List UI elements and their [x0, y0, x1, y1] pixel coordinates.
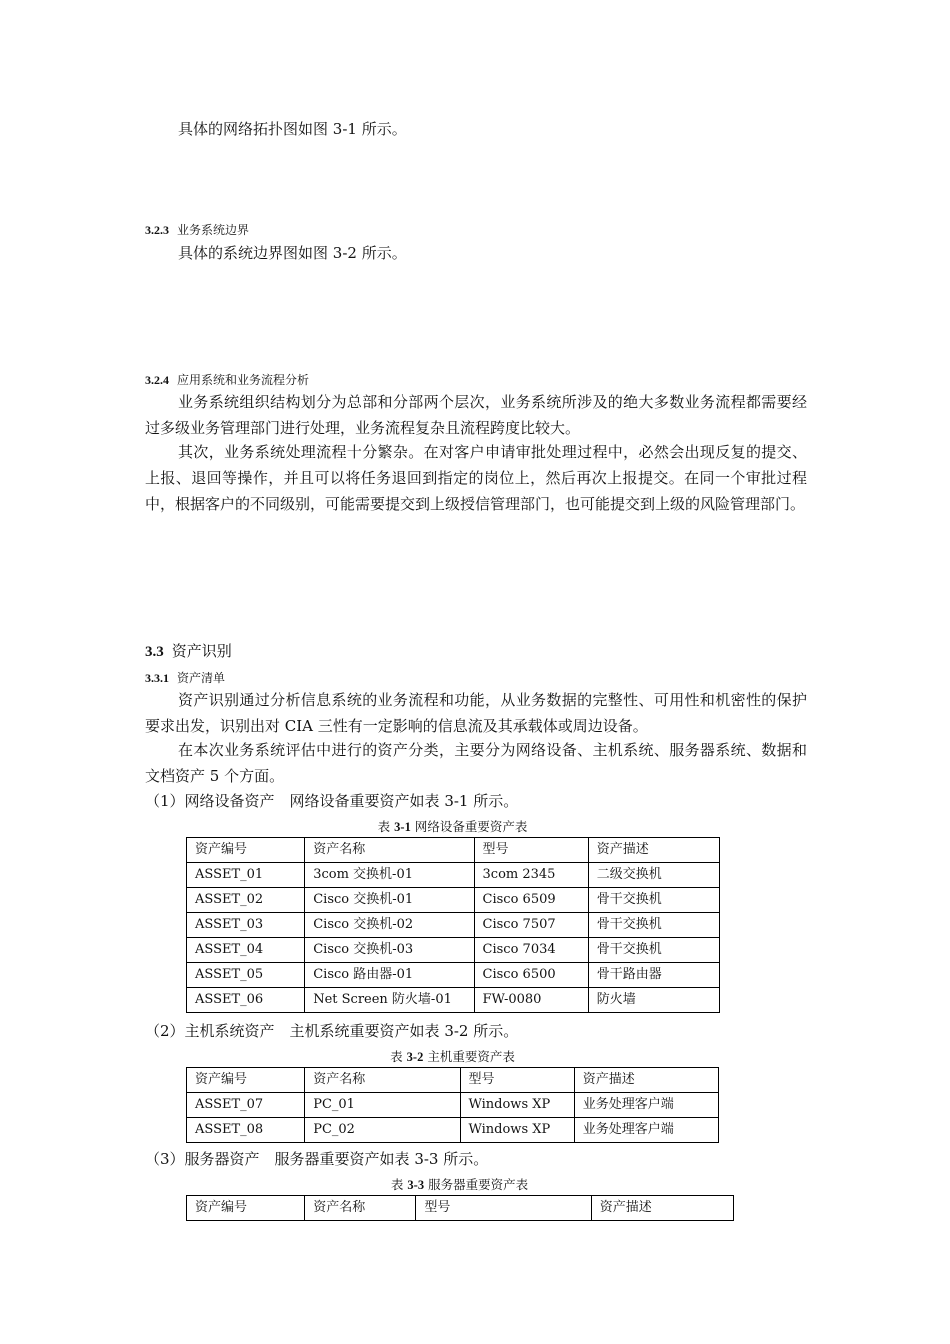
table-header-cell: 资产编号: [187, 1196, 305, 1221]
table-cell: 3com 交换机-01: [305, 863, 474, 888]
heading-3-3-1: [145, 670, 225, 686]
table-header-row: [187, 1068, 719, 1093]
paragraph-process-complexity: 其次，业务系统处理流程十分繁杂。在对客户申请审批处理过程中，必然会出现反复的提交、上报、退回等操作，并且可以将任务退回到指定的岗位上，然后再次上报提交。在同一个审批过程中，根据客户的不同级别，可能需要提交到上级授信管理部门，也可能提交到上级的风险管理部门。: [145, 443, 807, 513]
heading-number: 3.2.3: [145, 223, 169, 237]
table-cell: Cisco 7034: [474, 938, 588, 963]
table-header-row: [187, 1196, 734, 1221]
paragraph-asset-classification: 在本次业务系统评估中进行的资产分类，主要分为网络设备、主机系统、服务器系统、数据和文档资产 5 个方面。: [145, 741, 807, 785]
table-row: [187, 938, 720, 963]
heading-title: 应用系统和业务流程分析: [177, 373, 310, 387]
table-cell: ASSET_07: [187, 1093, 305, 1118]
table-cell: Windows XP: [460, 1118, 574, 1143]
table-cell: PC_01: [305, 1093, 460, 1118]
caption-title: 主机重要资产表: [427, 1049, 515, 1064]
server-assets-table: [186, 1195, 734, 1221]
table-header-cell: 资产名称: [305, 838, 474, 863]
host-assets-table: [186, 1067, 719, 1143]
table-cell: Cisco 交换机-01: [305, 888, 474, 913]
heading-number: 3.3: [145, 644, 164, 660]
table-cell: 业务处理客户端: [574, 1118, 718, 1143]
heading-3-2-4: [145, 372, 309, 388]
table-row: [187, 963, 720, 988]
table-caption-3-2: 表 3-2 主机重要资产表: [390, 1049, 515, 1064]
table-row: [187, 888, 720, 913]
table-cell: 业务处理客户端: [574, 1093, 718, 1118]
table-header-cell: 资产名称: [305, 1068, 460, 1093]
table-cell: 骨干交换机: [588, 913, 719, 938]
table-cell: ASSET_02: [187, 888, 305, 913]
heading-3-2-3: [145, 222, 249, 238]
heading-title: 业务系统边界: [177, 223, 250, 237]
table-header-cell: 资产编号: [187, 838, 305, 863]
list-item-network-assets: （1）网络设备资产 网络设备重要资产如表 3-1 所示。: [145, 792, 519, 810]
heading-number: 3.3.1: [145, 671, 169, 685]
table-cell: 3com 2345: [474, 863, 588, 888]
paragraph-org-structure: 业务系统组织结构划分为总部和分部两个层次，业务系统所涉及的绝大多数业务流程都需要经过多级业务管理部门进行处理，业务流程复杂且流程跨度比较大。: [145, 393, 807, 437]
table-cell: 骨干交换机: [588, 888, 719, 913]
heading-number: 3.2.4: [145, 373, 169, 387]
table-header-row: [187, 838, 720, 863]
list-item-server-assets: （3）服务器资产 服务器重要资产如表 3-3 所示。: [145, 1150, 489, 1168]
caption-title: 服务器重要资产表: [428, 1177, 529, 1192]
table-header-cell: 资产描述: [574, 1068, 718, 1093]
network-assets-table: [186, 837, 720, 1013]
caption-number: 3-3: [407, 1178, 425, 1192]
table-row: [187, 913, 720, 938]
table-cell: Cisco 交换机-02: [305, 913, 474, 938]
table-cell: ASSET_08: [187, 1118, 305, 1143]
table-row: [187, 988, 720, 1013]
table-cell: Cisco 6509: [474, 888, 588, 913]
table-header-cell: 型号: [416, 1196, 591, 1221]
table-cell: 防火墙: [588, 988, 719, 1013]
table-cell: Cisco 6500: [474, 963, 588, 988]
table-header-cell: 型号: [460, 1068, 574, 1093]
table-cell: Net Screen 防火墙-01: [305, 988, 474, 1013]
table-cell: ASSET_03: [187, 913, 305, 938]
table-cell: Cisco 7507: [474, 913, 588, 938]
table-caption-3-1: 表 3-1 网络设备重要资产表: [377, 819, 528, 834]
table-cell: 骨干交换机: [588, 938, 719, 963]
table-cell: ASSET_01: [187, 863, 305, 888]
paragraph-boundary-ref: 具体的系统边界图如图 3-2 所示。: [178, 244, 407, 262]
table-header-cell: 资产描述: [588, 838, 719, 863]
paragraph-asset-identification: 资产识别通过分析信息系统的业务流程和功能，从业务数据的完整性、可用性和机密性的保护要求出发，识别出对 CIA 三性有一定影响的信息流及其承载体或周边设备。: [145, 691, 807, 735]
table-cell: 二级交换机: [588, 863, 719, 888]
heading-3-3: [145, 641, 232, 662]
table-cell: PC_02: [305, 1118, 460, 1143]
table-header-cell: 资产名称: [305, 1196, 416, 1221]
table-cell: ASSET_06: [187, 988, 305, 1013]
table-cell: Cisco 交换机-03: [305, 938, 474, 963]
table-cell: ASSET_05: [187, 963, 305, 988]
table-header-cell: 型号: [474, 838, 588, 863]
caption-number: 3-1: [394, 820, 411, 834]
caption-title: 网络设备重要资产表: [414, 819, 528, 834]
heading-title: 资产清单: [177, 671, 226, 685]
table-cell: FW-0080: [474, 988, 588, 1013]
table-header-cell: 资产描述: [591, 1196, 733, 1221]
table-cell: 骨干路由器: [588, 963, 719, 988]
table-header-cell: 资产编号: [187, 1068, 305, 1093]
heading-title: 资产识别: [171, 642, 232, 660]
table-caption-3-3: 表 3-3 服务器重要资产表: [390, 1177, 529, 1192]
table-cell: Cisco 路由器-01: [305, 963, 474, 988]
caption-number: 3-2: [406, 1050, 424, 1064]
table-cell: Windows XP: [460, 1093, 574, 1118]
table-row: [187, 1118, 719, 1143]
paragraph-topology-ref: 具体的网络拓扑图如图 3-1 所示。: [178, 120, 407, 138]
table-row: [187, 863, 720, 888]
table-row: [187, 1093, 719, 1118]
table-cell: ASSET_04: [187, 938, 305, 963]
list-item-host-assets: （2）主机系统资产 主机系统重要资产如表 3-2 所示。: [145, 1022, 519, 1040]
